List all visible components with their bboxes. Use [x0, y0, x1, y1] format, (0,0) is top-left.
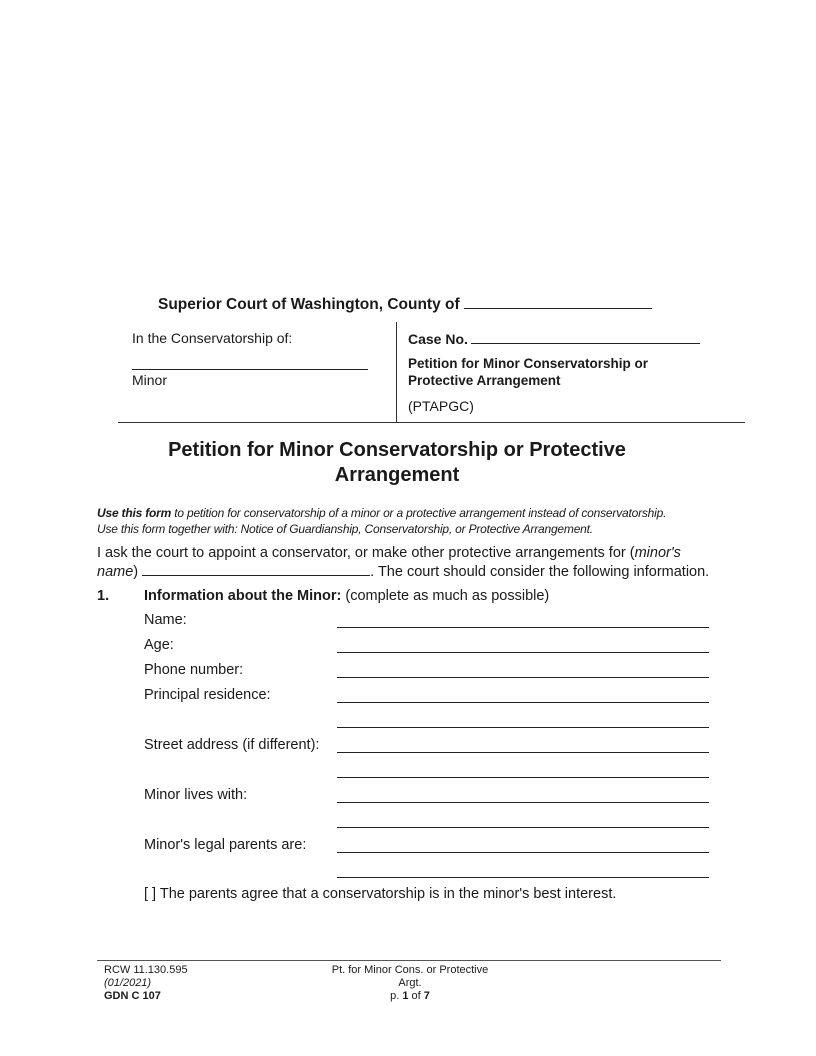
page-number: p. 1 of 7 — [390, 990, 430, 1002]
conservatorship-of-label: In the Conservatorship of: — [132, 330, 293, 346]
street-field-line-2[interactable] — [337, 777, 709, 778]
parents-field-line-2[interactable] — [337, 877, 709, 878]
title-line-2: Arrangement — [334, 464, 460, 486]
usage-instructions: Use this form to petition for conservatorship of a minor or a protective arrangement instead of conservatorship. Use this form together with: Notice of Guardianship, Conservatorship, or Protective Arrangement. — [97, 506, 667, 536]
residence-field[interactable] — [337, 702, 709, 703]
caption-form-title: Petition for Minor Conservatorship or Protective Arrangement — [408, 356, 649, 388]
parents-field[interactable] — [337, 852, 709, 853]
street-field[interactable] — [337, 752, 709, 753]
footer-short-title: Pt. for Minor Cons. or Protective Argt. p. 1 of 7 — [300, 964, 520, 1003]
case-number-blank[interactable] — [471, 330, 700, 344]
lives-with-field[interactable] — [337, 802, 709, 803]
field-label-name: Name: — [144, 612, 187, 628]
field-label-lives-with: Minor lives with: — [144, 787, 248, 803]
lives-with-field-line-2[interactable] — [337, 827, 709, 828]
caption-bottom-rule — [118, 422, 745, 423]
caption-divider — [396, 322, 397, 422]
party-role-label: Minor — [132, 372, 168, 388]
field-label-street: Street address (if different): — [144, 737, 320, 753]
field-label-phone: Phone number: — [144, 662, 244, 678]
parents-agree-checkbox[interactable]: [ ] The parents agree that a conservatorship is in the minor's best interest. — [144, 886, 617, 902]
county-blank[interactable] — [464, 294, 652, 309]
footer-form-info: RCW 11.130.595 (01/2021) GDN C 107 — [104, 964, 188, 1002]
age-field[interactable] — [337, 652, 709, 653]
minor-name-blank[interactable] — [132, 369, 368, 370]
footer-rule — [97, 960, 721, 961]
name-field[interactable] — [337, 627, 709, 628]
residence-field-line-2[interactable] — [337, 727, 709, 728]
phone-field[interactable] — [337, 677, 709, 678]
field-label-residence: Principal residence: — [144, 687, 271, 703]
court-heading: Superior Court of Washington, County of — [158, 294, 652, 314]
title-line-1: Petition for Minor Conservatorship or Protective — [168, 439, 626, 461]
case-number: Case No. — [408, 330, 700, 347]
intro-paragraph: I ask the court to appoint a conservator, or make other protective arrangements for (minor's name) . The court should consider the following information. — [97, 545, 710, 580]
field-label-parents: Minor's legal parents are: — [144, 837, 307, 853]
intro-minor-name-blank[interactable] — [142, 562, 370, 576]
section-heading: Information about the Minor: (complete as much as possible) — [144, 588, 550, 604]
field-label-age: Age: — [144, 637, 174, 653]
section-number: 1. — [97, 588, 110, 604]
form-code: (PTAPGC) — [408, 398, 474, 414]
page-title — [130, 438, 664, 488]
